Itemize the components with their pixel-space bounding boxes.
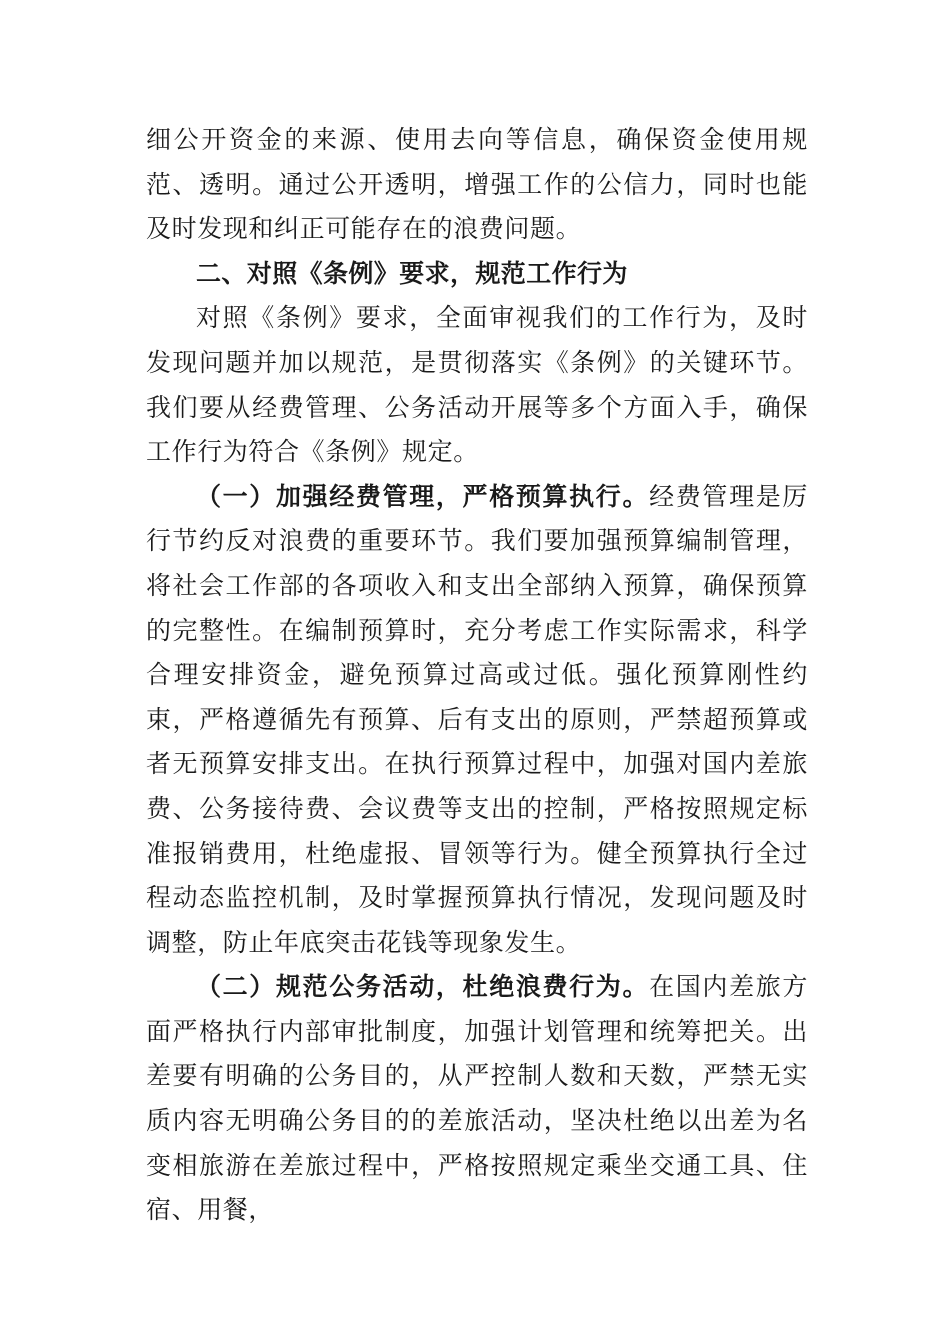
subsection-2 xyxy=(146,965,808,1233)
subsection-1 xyxy=(146,475,808,966)
subsection-2-lead: （二）规范公务活动，杜绝浪费行为。 xyxy=(196,972,650,1002)
section-heading-2: 二、对照《条例》要求，规范工作行为 xyxy=(196,258,628,288)
paragraph-intro: 对照《条例》要求，全面审视我们的工作行为，及时发现问题并加以规范，是贯彻落实《条例》的关键环节。我们要从经费管理、公务活动开展等多个方面入手，确保工作行为符合《条例》规定。 xyxy=(146,303,808,467)
subsection-2-body: 在国内差旅方面严格执行内部审批制度，加强计划管理和统筹把关。出差要有明确的公务目的，从严控制人数和天数，严禁无实质内容无明确公务目的的差旅活动，坚决杜绝以出差为名变相旅游在差旅过程中，严格按照规定乘坐交通工具、住宿、用餐， xyxy=(146,972,808,1225)
subsection-1-lead: （一）加强经费管理，严格预算执行。 xyxy=(196,481,650,511)
paragraph-continued: 细公开资金的来源、使用去向等信息，确保资金使用规范、透明。通过公开透明，增强工作的公信力，同时也能及时发现和纠正可能存在的浪费问题。 xyxy=(146,125,808,244)
document-body xyxy=(146,118,808,1233)
subsection-1-body: 经费管理是厉行节约反对浪费的重要环节。我们要加强预算编制管理，将社会工作部的各项收入和支出全部纳入预算，确保预算的完整性。在编制预算时，充分考虑工作实际需求，科学合理安排资金，避免预算过高或过低。强化预算刚性约束，严格遵循先有预算、后有支出的原则，严禁超预算或者无预算安排支出。在执行预算过程中，加强对国内差旅费、公务接待费、会议费等支出的控制，严格按照规定标准报销费用，杜绝虚报、冒领等行为。健全预算执行全过程动态监控机制，及时掌握预算执行情况，发现问题及时调整，防止年底突击花钱等现象发生。 xyxy=(146,481,808,957)
